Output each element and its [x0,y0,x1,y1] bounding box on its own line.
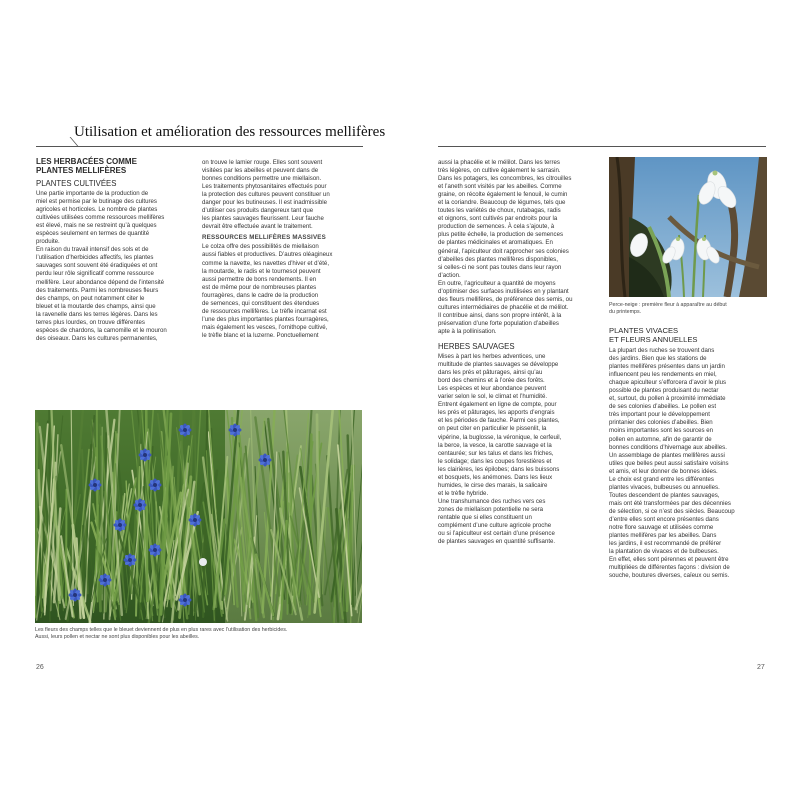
cornflower-field-photo [35,410,362,623]
text-line: Dans les potagers, les concombres, les citrouilles [438,175,572,183]
text-line: graine, on récolte également le fenouil, le cumin [438,191,568,199]
text-line: toutes les variétés de choux, rutabagas, radis [438,207,561,215]
section-title [609,326,769,344]
text-line: la protection des cultures peuvent constituer un [202,191,330,199]
text-line: production de semences. À cela s’ajoute, à [438,223,555,231]
left-column-2-body-b [202,243,364,340]
subhead-massive: RESSOURCES MELLIFÈRES MASSIVES [202,234,326,242]
text-line: perdu leur rôle significatif comme ressource [36,270,154,278]
text-line: centaurée; sur les talus et dans les friches, [438,449,554,457]
section-title [36,157,196,175]
text-line: utiles que belles peut aussi satisfaire voisins [609,459,729,467]
text-line: plantes mellifères par les abeilles. Dans [609,532,717,540]
text-line: d’optimiser des surfaces inutilisées en y plantant [438,287,569,295]
text-line: est élevé, mais ne se restreint qu’à quelques [36,222,157,230]
page-number: 27 [757,664,765,671]
text-line: multitude de plantes sauvages se développe [438,361,559,369]
text-line: comme la navette, les navettes d’hiver et d’été, [202,259,330,267]
text-line: plus petite échelle, la production de semences [438,231,563,239]
text-line: on peut citer en particulier le pissenlit, la [438,425,547,433]
text-line: la moutarde, le radis et le tournesol peuvent [202,267,321,275]
text-line: de sélection, si ce n’est des siècles. Beaucoup [609,507,735,515]
text-line: Les traitements phytosanitaires effectués pour [202,183,327,191]
text-line: Les espèces et leur abondance peuvent [438,385,547,393]
text-line: bonnes conditions permettre une miellaison. [202,175,322,183]
text-line: En raison du travail intensif des sols et de [36,246,149,254]
left-column-2 [202,159,364,340]
text-line: terres plus lourdes, on trouve différentes [36,318,145,326]
text-line: très légères, on cultive également le sarrasin. [438,167,561,175]
text-line: et amis, et leur donner de bonnes idées. [609,467,718,475]
text-line: chaque apiculteur s’efforcera d’avoir le plus [609,379,727,387]
text-line: d’abeilles des plantes mellifères disponibles, [438,255,558,263]
right-column-1-body-a [438,159,598,336]
text-line: bord des chemins et à l’orée des forêts. [438,377,545,385]
text-line: des traitements. Parmi les nombreuses fleurs [36,286,159,294]
text-line: rentable que si elles constituent un [438,513,532,521]
caption-line: Les fleurs des champs telles que le bleuet deviennent de plus en plus rares avec l’utilisation des herbicides. [35,627,288,633]
text-line: Le choix est grand entre les différentes [609,475,714,483]
text-line: les prés et pâturages, les apports d’engrais [438,409,555,417]
text-line: En effet, elles sont pérennes et peuvent être [609,556,729,564]
text-line: devrait être effectuée avant le traitement. [202,223,313,231]
text-line: plantes vivaces, bulbeuses ou annuelles. [609,483,720,491]
text-line: est de même pour de nombreuses plantes [202,283,317,291]
header-rule [438,146,766,147]
text-line: d’entre elles sont encore présentes dans [609,515,719,523]
text-line: très important pour le développement [609,411,710,419]
text-line: le trèfle blanc et la luzerne. Ponctuellement [202,331,319,339]
text-line: vipérine, la buglosse, la véronique, le cerfeuil, [438,433,562,441]
section-title-line: ET FLEURS ANNUELLES [609,335,698,344]
text-line: le solidage; dans les coupes forestières et [438,457,552,465]
snowdrop-photo [609,157,767,297]
text-line: apte à la pollinisation. [438,327,497,335]
text-line: bleuet et la moutarde des champs, ainsi que [36,302,156,310]
right-column-1-body-b [438,353,598,546]
text-line: de ressources mellifères. Le trèfle incarnat est [202,307,327,315]
text-line: zones de miellaison potentielle ne sera [438,505,544,513]
text-line: si celles-ci ne sont pas toutes dans leur rayon [438,263,562,271]
section-title-line: PLANTES MELLIFÈRES [36,166,127,175]
text-line: produite. [36,238,60,246]
text-line: La plupart des ruches se trouvent dans [609,347,715,354]
text-line: l’une des plus importantes plantes fourragères, [202,315,329,323]
text-line: pollen en automne, afin de garantir de [609,435,712,443]
text-line: espèces seulement en termes de quantité [36,230,150,238]
text-line: mellifère. Leur abondance dépend de l’intensité [36,278,165,286]
text-line: aussi la phacélie et le mélilot. Dans les terres [438,159,560,166]
left-column-1-body [36,190,196,343]
text-line: fourragères, dans le cadre de la production [202,291,319,299]
left-column-1 [36,157,196,343]
text-line: d’utiliser ces produits dangereux tant que [202,207,314,215]
cornflower-field-image [35,410,362,623]
text-line: et, surtout, du pollen à proximité immédiate [609,395,726,403]
text-line: et oignons, sont cultivés par endroits pour la [438,215,558,223]
text-line: aussi fiables et productives. D’autres oléagineux [202,251,333,259]
text-line: les clairières, les épilobes; dans les buissons [438,465,560,473]
text-line: notre flore sauvage et utilisées comme [609,524,714,532]
text-line: et l’aneth sont visités par les abeilles. Comme [438,183,562,191]
text-line: plantes mellifères présentes dans un jardin [609,363,725,371]
subhead-wild: HERBES SAUVAGES [438,342,515,352]
text-line: visitées par les abeilles et peuvent dans de [202,167,319,175]
text-line: des fleurs mellifères, de préférence des semis, ou [438,295,573,303]
caption-line: du printemps. [609,309,642,316]
text-line: les jardins, il est recommandé de préférer [609,540,722,548]
text-line: Toutes descendent de plantes sauvages, [609,491,720,499]
right-column-2-body [609,347,769,580]
text-line: sauvages sont souvent été éradiquées et ont [36,262,158,270]
text-line: cultures intermédiaires de phacélie et de mélilot. [438,303,569,311]
right-page [400,0,800,800]
subhead-cultivated: PLANTES CULTIVÉES [36,179,117,188]
text-line: printanier des colonies d’abeilles. Bien [609,419,713,427]
text-line: cultivées utilisées comme ressources mellifères [36,214,165,222]
text-line: agricoles et horticoles. Le nombre de plantes [36,206,158,214]
text-line: possible de plantes produisant du nectar [609,387,719,395]
caption-line: Perce-neige : première fleur à apparaître au début [609,302,727,308]
text-line: influencent peu les rendements en miel, [609,371,717,379]
text-line: aussi permettre de bons rendements. Il en [202,275,317,283]
photo-caption [35,627,365,641]
text-line: Mises à part les herbes adventices, une [438,353,546,361]
text-line: et bosquets, les anémones. Dans les lieux [438,473,553,481]
text-line: de plantes médicinales et aromatiques. En [438,239,553,247]
text-line: on trouve le lamier rouge. Elles sont souvent [202,159,323,166]
text-line: des oiseaux. Dans les cultures permanentes, [36,334,158,342]
text-line: mais ont été transformées par des décennies [609,499,731,507]
text-line: des jardins. Bien que les stations de [609,355,707,363]
text-line: complément d’une culture agricole proche [438,522,552,530]
text-line: moins importantes sont les sources en [609,427,713,435]
text-line: la plantation de vivaces et de bulbeuses. [609,548,719,556]
text-line: général, l’apiculteur doit rapprocher ses colonies [438,247,569,255]
header-rule [36,146,363,147]
text-line: de semences, qui constituent des étendues [202,299,320,307]
text-line: Entrent également en ligne de compte, pour [438,401,557,409]
text-line: ou si l’apiculteur est certain d’une présence [438,530,555,538]
text-line: d’action. [438,271,461,279]
text-line: Un assemblage de plantes mellifères aussi [609,451,725,459]
text-line: mais également les vesces, l’ornithope cultivé, [202,323,328,331]
text-line: et les périodes de fauche. Parmi ces plantes, [438,417,560,425]
text-line: En outre, l’agriculteur a quantité de moyens [438,279,556,287]
right-column-1 [438,159,598,546]
text-line: Le colza offre des possibilités de miellaison [202,243,319,251]
page-number: 26 [36,664,44,671]
section-title-line: LES HERBACÉES COMME [36,157,137,166]
text-line: Une partie importante de la production de [36,190,149,197]
text-line: la ravenelle dans les terres légères. Dans les [36,310,158,318]
text-line: miel est permise par le butinage des cultures [36,198,157,206]
caption-line: Aussi, leurs pollen et nectar ne sont plus disponibles pour les abeilles. [35,634,200,641]
text-line: bonnes conditions d’hivernage aux abeilles. [609,443,727,451]
text-line: l’utilisation d’herbicides affectifs, les plantes [36,254,154,262]
left-column-2-body-a [202,159,364,231]
snowdrop-caption [609,302,769,316]
text-line: préservation d’une forte population d’abeilles [438,319,559,327]
text-line: Il contribue ainsi, dans son propre intérêt, à la [438,311,562,319]
text-line: et la coriandre. Beaucoup de légumes, tels que [438,199,566,207]
text-line: espèces de chardons, la camomille et le mouron [36,326,167,334]
text-line: les plantes sauvages fleurissent. Leur fauche [202,215,324,223]
text-line: varier selon le sol, le climat et l’humidité. [438,393,548,401]
section-title-line: PLANTES VIVACES [609,326,679,335]
text-line: et le trèfle hybride. [438,489,489,497]
text-line: humides, le cirse des marais, la salicaire [438,481,548,489]
snowdrop-image [609,157,767,297]
text-line: Une transhumance des ruches vers ces [438,497,546,505]
text-line: de plantes sauvages en quantité suffisante. [438,538,556,546]
running-title: Utilisation et amélioration des ressources mellifères [74,124,386,140]
text-line: danger pour les butineuses. Il est inadmissible [202,199,327,207]
text-line: des champs, on peut notamment citer le [36,294,145,302]
right-column-2 [609,326,769,580]
text-line: dans les prés et pâturages, ainsi qu’au [438,369,543,377]
text-line: la berce, la vesce, la carotte sauvage et la [438,441,552,449]
text-line: souche, boutures diverses, caïeux ou semis. [609,572,730,580]
text-line: multipliées de différentes façons : division de [609,564,730,572]
text-line: de ses colonies d’abeilles. Le pollen est [609,403,717,411]
